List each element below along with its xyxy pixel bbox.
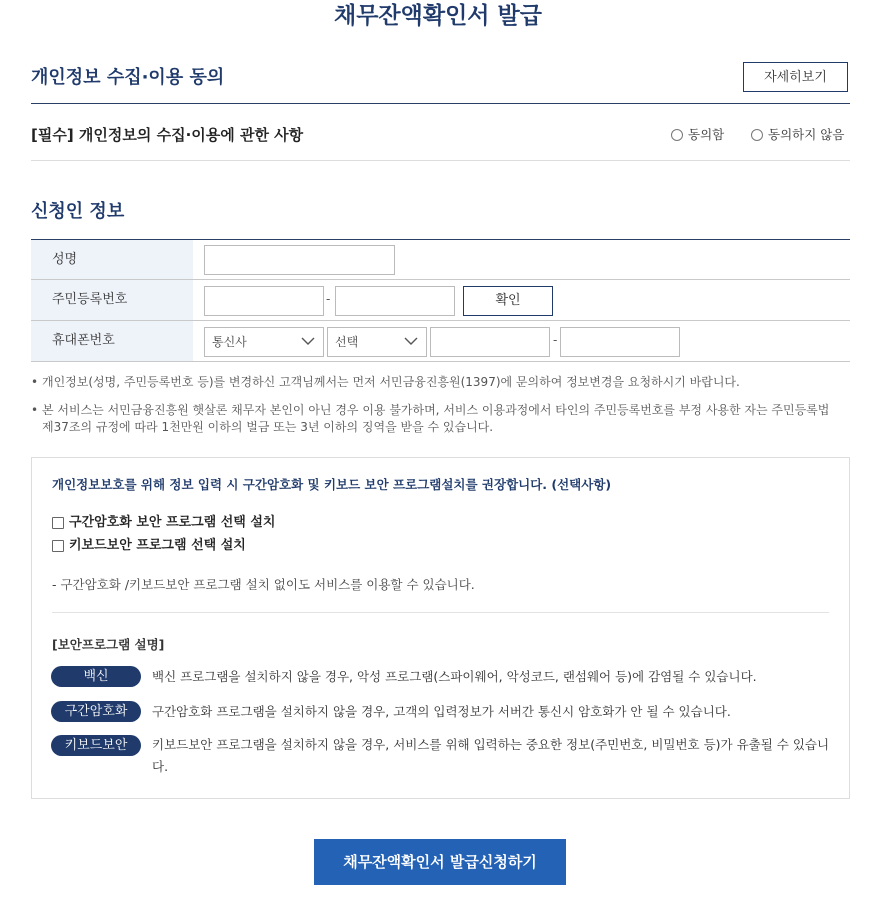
info-note <box>31 374 831 391</box>
carrier-select[interactable] <box>204 327 324 357</box>
phone-prefix-select[interactable] <box>327 327 427 357</box>
resident-number-front-input[interactable] <box>204 286 324 316</box>
applicant-section-title: 신청인 정보 <box>31 201 125 222</box>
security-optional-note: - 구간암호화 /키보드보안 프로그램 설치 없이도 서비스를 이용할 수 있습니다. <box>52 577 475 592</box>
chevron-down-icon <box>301 337 315 346</box>
submit-application-button[interactable]: 채무잔액확인서 발급신청하기 <box>314 839 566 885</box>
name-label: 성명 <box>31 240 193 279</box>
resident-number-dash: - <box>326 292 331 306</box>
security-box-title: 개인정보보호를 위해 정보 입력 시 구간암호화 및 키보드 보안 프로그램설치를 권장합니다. (선택사항) <box>52 477 612 492</box>
keyboard-security-install-label: 키보드보안 프로그램 선택 설치 <box>69 538 246 553</box>
encryption-description: 구간암호화 프로그램을 설치하지 않을 경우, 고객의 입력정보가 서버간 통신시 암호화가 안 될 수 있습니다. <box>152 704 731 719</box>
encryption-install-label: 구간암호화 보안 프로그램 선택 설치 <box>69 515 276 530</box>
name-input[interactable] <box>204 245 395 275</box>
resident-number-back-input[interactable] <box>335 286 455 316</box>
vaccine-description: 백신 프로그램을 설치하지 않을 경우, 악성 프로그램(스파이웨어, 악성코드, 랜섬웨어 등)에 감염될 수 있습니다. <box>152 669 757 684</box>
consent-divider <box>31 103 850 104</box>
phone-prefix-value: 선택 <box>335 335 359 349</box>
resident-number-label: 주민등록번호 <box>31 280 193 320</box>
note-bullet: • <box>31 403 39 417</box>
detail-view-button[interactable]: 자세히보기 <box>743 62 848 92</box>
agree-radio-option[interactable] <box>671 127 724 143</box>
phone-middle-input[interactable] <box>430 327 550 357</box>
consent-bottom-divider <box>31 160 850 161</box>
agree-label: 동의함 <box>688 127 725 142</box>
consent-section-title: 개인정보 수집·이용 동의 <box>31 67 225 88</box>
programs-title: [보안프로그램 설명] <box>52 637 165 652</box>
chevron-down-icon <box>404 337 418 346</box>
resident-number-row <box>31 280 850 321</box>
encryption-badge: 구간암호화 <box>51 701 141 722</box>
phone-row <box>31 321 850 362</box>
carrier-select-value: 통신사 <box>212 335 247 349</box>
consent-item-label: [필수] 개인정보의 수집·이용에 관한 사항 <box>31 126 304 144</box>
agree-radio[interactable] <box>671 129 683 141</box>
disagree-radio-option[interactable] <box>751 127 844 143</box>
resident-confirm-button[interactable]: 확인 <box>463 286 553 316</box>
vaccine-badge: 백신 <box>51 666 141 687</box>
keyboard-security-install-checkbox[interactable] <box>52 540 64 552</box>
encryption-install-checkbox[interactable] <box>52 517 64 529</box>
phone-label: 휴대폰번호 <box>31 321 193 361</box>
keyboard-security-install-option[interactable] <box>52 537 246 555</box>
keyboard-security-badge: 키보드보안 <box>51 735 141 756</box>
note-text: 본 서비스는 서민금융진흥원 햇살론 채무자 본인이 아닌 경우 이용 불가하며, 서비스 이용과정에서 타인의 주민등록번호를 부정 사용한 자는 주민등록법 제37조의 규정에 따라 1천만원 이하의 벌금 또는 3년 이하의 징역을 받을 수 있습니다. <box>42 403 830 434</box>
phone-last-input[interactable] <box>560 327 680 357</box>
note-bullet: • <box>31 375 39 389</box>
keyboard-security-description: 키보드보안 프로그램을 설치하지 않을 경우, 서비스를 위해 입력하는 중요한 정보(주민번호, 비밀번호 등)가 유출될 수 있습니다. <box>152 737 830 774</box>
disagree-label: 동의하지 않음 <box>768 127 845 142</box>
page-title: 채무잔액확인서 발급 <box>334 3 542 29</box>
name-row <box>31 240 850 280</box>
disagree-radio[interactable] <box>751 129 763 141</box>
security-box-divider <box>52 612 829 613</box>
encryption-install-option[interactable] <box>52 514 275 532</box>
note-text: 개인정보(성명, 주민등록번호 등)를 변경하신 고객님께서는 먼저 서민금융진흥원(1397)에 문의하여 정보변경을 요청하시기 바랍니다. <box>42 375 740 389</box>
phone-dash: - <box>553 333 558 347</box>
info-note <box>31 402 831 436</box>
